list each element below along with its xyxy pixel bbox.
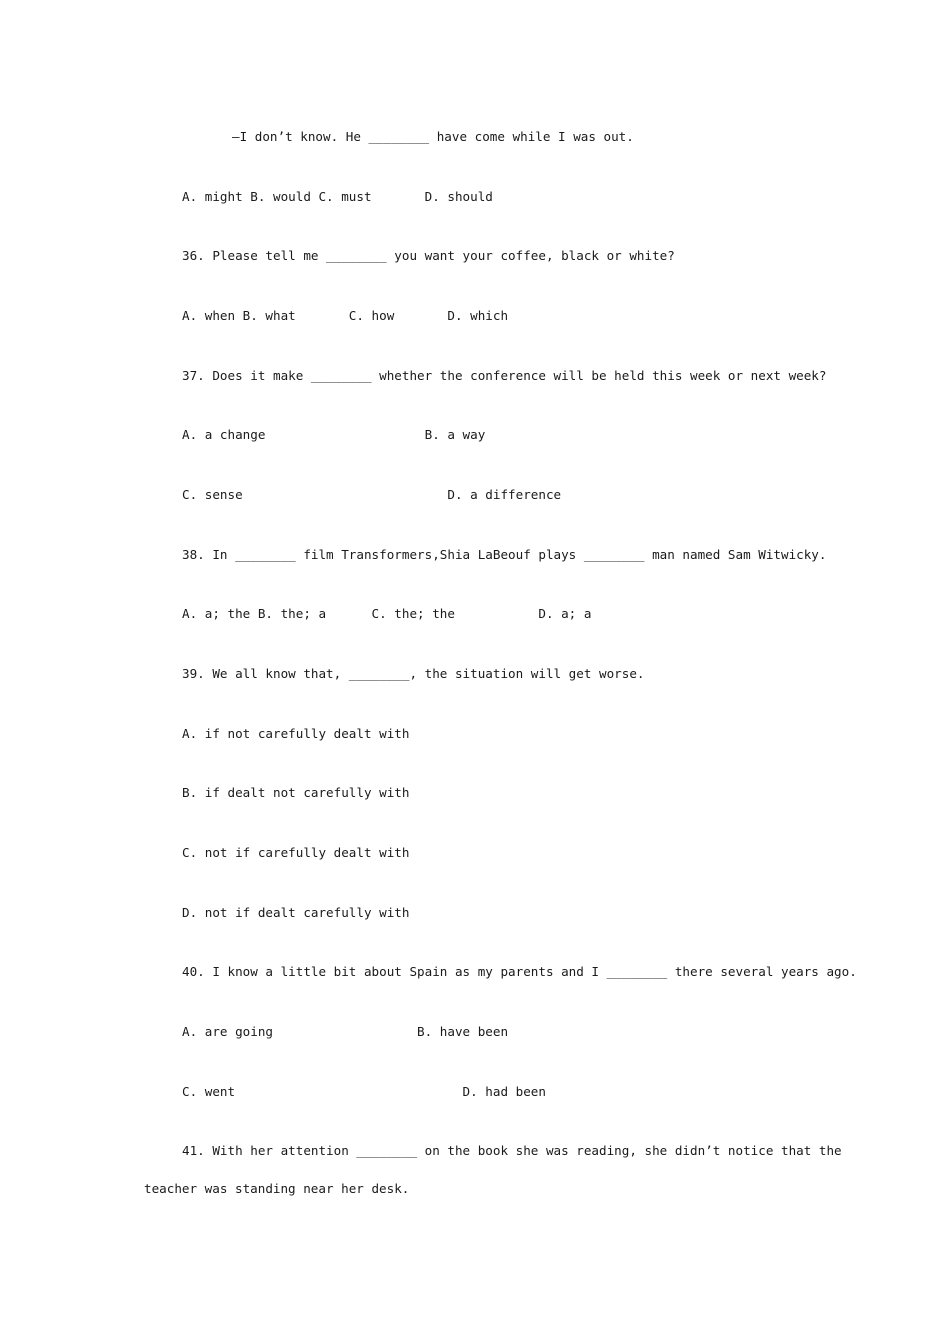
question-36-stem: 36. Please tell me ________ you want your coffee, black or white? <box>182 248 675 263</box>
question-40-stem: 40. I know a little bit about Spain as my parents and I ________ there several years ago. <box>182 964 857 979</box>
question-38-options: A. a; the B. the; a C. the; the D. a; a <box>182 606 592 621</box>
question-39-stem: 39. We all know that, ________, the situation will get worse. <box>182 666 645 681</box>
question-37-options-cd: C. sense D. a difference <box>182 487 562 502</box>
question-39-option-b: B. if dealt not carefully with <box>182 785 410 800</box>
question-41-stem: 41. With her attention ________ on the book she was reading, she didn’t notice that the <box>182 1143 842 1158</box>
question-40-options-cd: C. went D. had been <box>182 1084 546 1099</box>
question-37-stem: 37. Does it make ________ whether the conference will be held this week or next week? <box>182 368 827 383</box>
question-35-response-line: —I don’t know. He ________ have come while I was out. <box>232 129 634 144</box>
question-36-options: A. when B. what C. how D. which <box>182 308 509 323</box>
question-37-options-ab: A. a change B. a way <box>182 427 486 442</box>
question-35-options: A. might B. would C. must D. should <box>182 189 493 204</box>
question-39-option-a: A. if not carefully dealt with <box>182 726 410 741</box>
question-39-option-d: D. not if dealt carefully with <box>182 905 410 920</box>
question-40-options-ab: A. are going B. have been <box>182 1024 509 1039</box>
question-39-option-c: C. not if carefully dealt with <box>182 845 410 860</box>
question-38-stem: 38. In ________ film Transformers,Shia LaBeouf plays ________ man named Sam Witwicky. <box>182 547 827 562</box>
question-41-stem-continued: teacher was standing near her desk. <box>144 1181 410 1196</box>
